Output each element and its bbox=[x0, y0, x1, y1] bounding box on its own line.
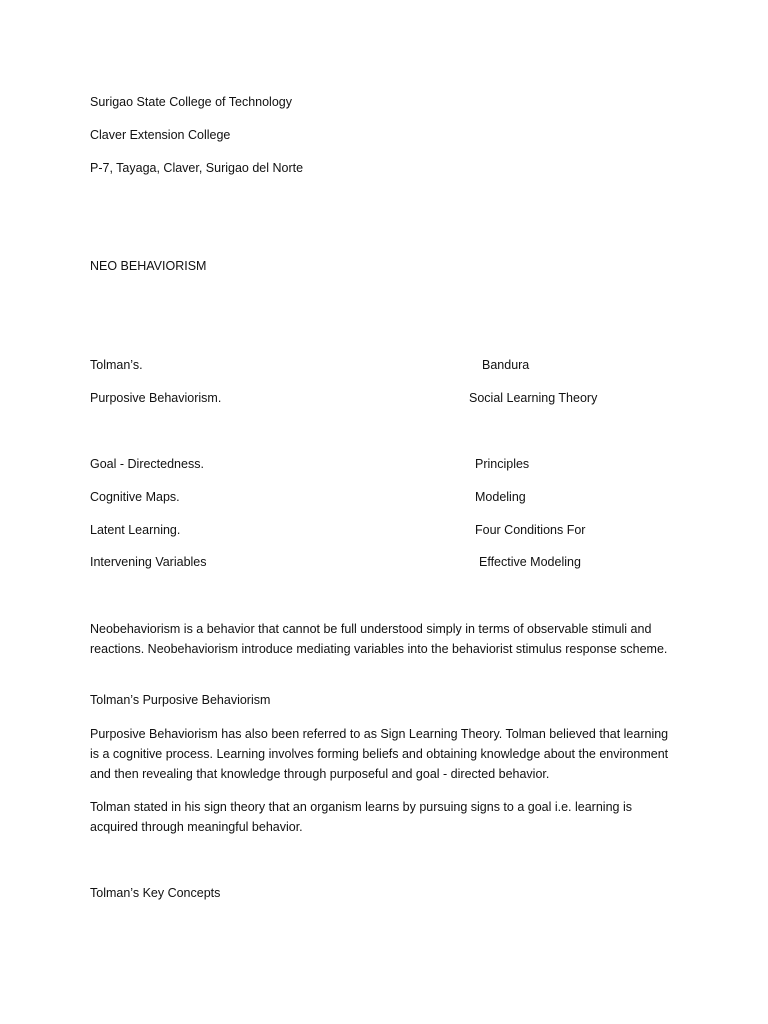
purposive-heading: Tolman’s Purposive Behaviorism bbox=[90, 693, 271, 707]
right-column-theory: Social Learning Theory bbox=[469, 391, 598, 405]
left-column-theory: Purposive Behaviorism. bbox=[90, 391, 222, 405]
left-item: Intervening Variables bbox=[90, 555, 207, 569]
left-item: Goal - Directedness. bbox=[90, 457, 204, 471]
left-item: Latent Learning. bbox=[90, 523, 181, 537]
right-item: Four Conditions For bbox=[475, 523, 586, 537]
right-item: Effective Modeling bbox=[479, 555, 581, 569]
right-item: Modeling bbox=[475, 490, 526, 504]
left-column-name: Tolman’s. bbox=[90, 358, 143, 372]
right-column-name: Bandura bbox=[482, 358, 530, 372]
purposive-paragraph: Purposive Behaviorism has also been referred to as Sign Learning Theory. Tolman believed that learning is a cognitive process. Learning involves forming beliefs and obtaining knowledge about the environment and then revealing that knowledge through purposeful and goal - directed behavior. bbox=[90, 727, 669, 781]
extension-name: Claver Extension College bbox=[90, 128, 231, 142]
left-item: Cognitive Maps. bbox=[90, 490, 180, 504]
address: P-7, Tayaga, Claver, Surigao del Norte bbox=[90, 161, 304, 175]
document-title: NEO BEHAVIORISM bbox=[90, 259, 207, 273]
sign-theory-paragraph: Tolman stated in his sign theory that an organism learns by pursuing signs to a goal i.e. learning is acquired through meaningful behavior. bbox=[90, 800, 632, 834]
key-concepts-heading: Tolman’s Key Concepts bbox=[90, 886, 221, 900]
institution-name: Surigao State College of Technology bbox=[90, 95, 292, 109]
right-item: Principles bbox=[475, 457, 530, 471]
intro-paragraph: Neobehaviorism is a behavior that cannot be full understood simply in terms of observable stimuli and reactions. Neobehaviorism introduce mediating variables into the behaviorist stimulus response scheme. bbox=[90, 622, 668, 656]
